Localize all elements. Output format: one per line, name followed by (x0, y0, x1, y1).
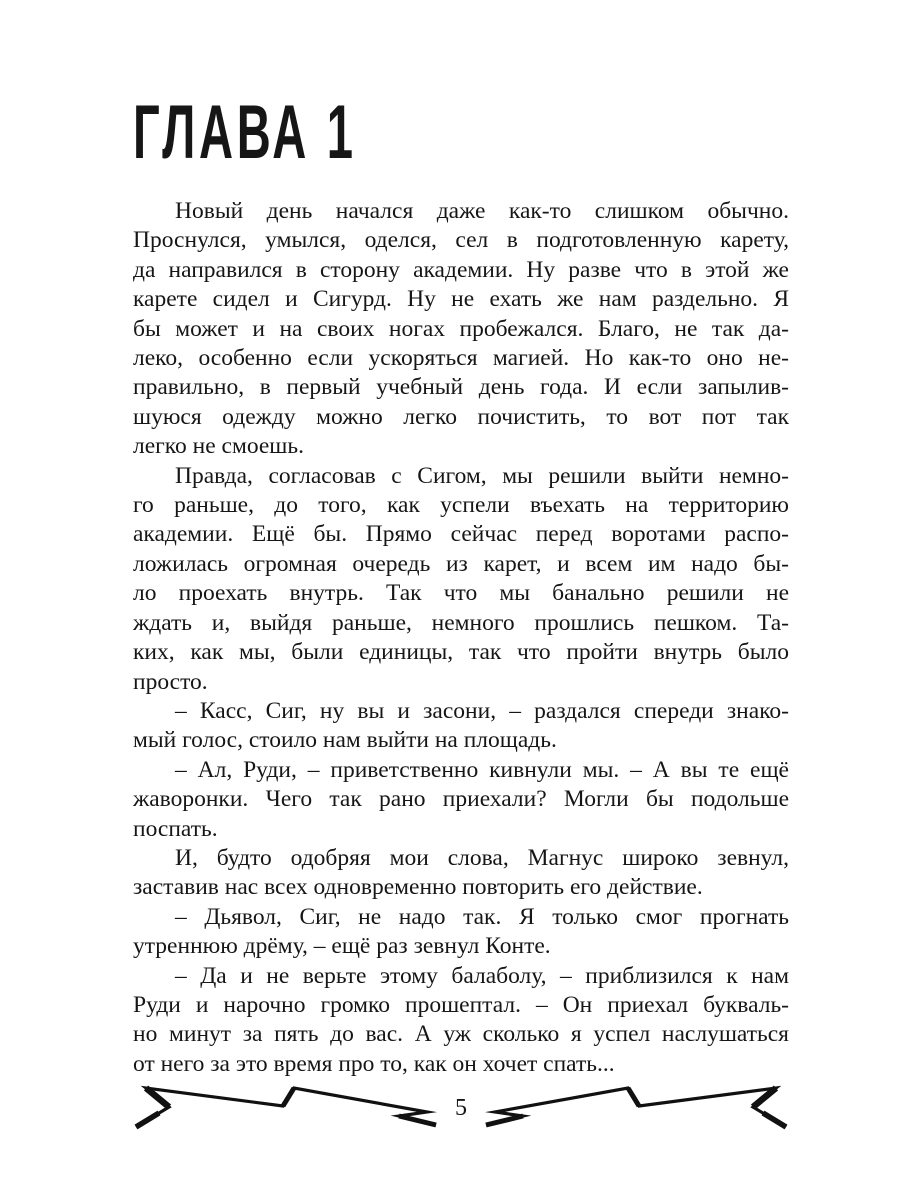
text-line: леко, особенно если ускоряться магией. Но как-то оно не- (133, 345, 789, 372)
lightning-ornament-left-icon (133, 1085, 438, 1131)
paragraph (133, 462, 789, 697)
text-line: бы может и на своих ногах пробежался. Благо, не так да- (133, 315, 789, 342)
text-line: шуюся одежду можно легко почистить, то вот пот так (133, 403, 789, 430)
paragraph (133, 903, 789, 962)
text-line: но минут за пять до вас. А уж сколько я успел наслушаться (133, 1021, 789, 1048)
paragraph (133, 697, 789, 756)
text-line: Новый день начался даже как-то слишком обычно. (175, 198, 789, 224)
text-line: го раньше, до того, как успели въехать на территорию (133, 492, 789, 519)
text-column (133, 0, 789, 1079)
text-line: от него за это время про то, как он хочет спать... (133, 1050, 615, 1077)
paragraph (133, 756, 789, 844)
text-line: ло проехать внутрь. Так что мы банально решили не (133, 580, 789, 607)
text-line: – Ал, Руди, – приветственно кивнули мы. – А вы те ещё (175, 756, 789, 783)
body-text (133, 197, 789, 1079)
text-line: Правда, согласовав с Сигом, мы решили выйти немно- (175, 462, 789, 489)
text-line: легко не смоешь. (133, 433, 304, 460)
text-line: да направился в сторону академии. Ну разве что в этой же (133, 256, 789, 283)
page-footer (133, 1084, 789, 1132)
text-line: ложилась огромная очередь из карет, и всем им надо бы- (133, 550, 789, 577)
page-number: 5 (455, 1095, 467, 1121)
text-line: поспать. (133, 815, 218, 842)
paragraph (133, 962, 789, 1080)
text-line: академии. Ещё бы. Прямо сейчас перед воротами распо- (133, 521, 789, 548)
text-line: просто. (133, 668, 208, 695)
text-line: правильно, в первый учебный день года. И если запылив- (133, 374, 789, 401)
text-line: заставив нас всех одновременно повторить его действие. (133, 874, 703, 901)
text-line: Руди и нарочно громко прошептал. – Он приехал букваль- (133, 991, 789, 1018)
paragraph (133, 197, 789, 462)
text-line: – Дьявол, Сиг, не надо так. Я только смог прогнать (175, 903, 789, 930)
text-line: ких, как мы, были единицы, так что пройти внутрь было (133, 639, 789, 666)
text-line: – Касс, Сиг, ну вы и засони, – раздался спереди знако- (175, 697, 789, 724)
text-line: ждать и, выйдя раньше, немного прошлись пешком. Та- (133, 609, 789, 636)
text-line: мый голос, стоило нам выйти на площадь. (133, 727, 557, 754)
text-line: Проснулся, умылся, оделся, сел в подготовленную карету, (133, 227, 789, 254)
text-line: утреннюю дрёму, – ещё раз зевнул Конте. (133, 933, 551, 960)
text-line: карете сидел и Сигурд. Ну не ехать же нам раздельно. Я (133, 286, 789, 313)
text-line: И, будто одобряя мои слова, Магнус широко зевнул, (175, 844, 789, 871)
paragraph (133, 844, 789, 903)
text-line: жаворонки. Чего так рано приехали? Могли бы подольше (133, 786, 789, 813)
chapter-title: ГЛАВА 1 (133, 90, 357, 175)
text-line: – Да и не верьте этому балаболу, – приблизился к нам (175, 962, 789, 989)
lightning-ornament-right-icon (484, 1085, 789, 1131)
